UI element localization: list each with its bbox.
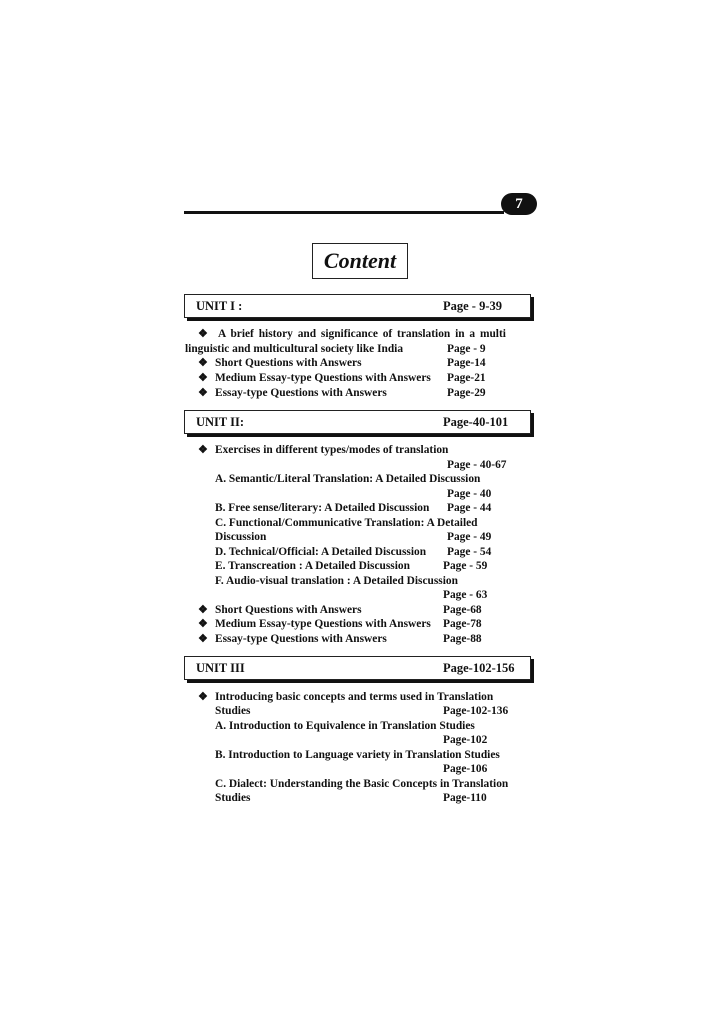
header-rule <box>184 211 504 214</box>
toc-subentry-line: C. Functional/Communicative Translation: A Detailed <box>215 517 478 529</box>
toc-entry-page: Page-68 <box>443 604 482 616</box>
toc-entry-line: Exercises in different types/modes of translation <box>215 444 449 456</box>
unit-3-page: Page-102-156 <box>443 661 515 675</box>
unit-2-header <box>184 410 531 434</box>
toc-entry-line: linguistic and multicultural society like India <box>185 343 404 355</box>
diamond-bullet-icon: ❖ <box>198 372 208 384</box>
toc-entry-page: Page-21 <box>447 372 486 384</box>
unit-2-page: Page-40-101 <box>443 415 509 429</box>
unit-1-header <box>184 294 531 318</box>
toc-entry-line: Introducing basic concepts and terms used in Translation <box>215 691 494 703</box>
toc-subentry-page: Page-102 <box>443 734 488 746</box>
toc-entry-page: Page - 40-67 <box>447 459 507 471</box>
toc-subentry-page: Page - 44 <box>447 502 492 514</box>
toc-subentry-page: Page-110 <box>443 792 487 804</box>
diamond-bullet-icon: ❖ <box>198 357 208 369</box>
toc-entry-line: Studies <box>215 705 251 717</box>
toc-subentry-page: Page - 40 <box>447 488 492 500</box>
toc-entry-line: A brief history and significance of translation in a multi <box>218 328 506 340</box>
toc-entry-page: Page-102-136 <box>443 705 509 717</box>
toc-subentry-page: Page - 63 <box>443 589 488 601</box>
unit-3-title: UNIT III <box>196 661 245 675</box>
unit-3-header <box>184 656 531 680</box>
diamond-bullet-icon: ❖ <box>198 633 208 645</box>
toc-subentry-page: Page - 59 <box>443 560 488 572</box>
toc-subentry-line: Studies <box>215 792 251 804</box>
toc-subentry-line: E. Transcreation : A Detailed Discussion <box>215 560 410 572</box>
toc-subentry-line: Discussion <box>215 531 267 543</box>
toc-subentry-page: Page - 49 <box>447 531 492 543</box>
diamond-bullet-icon: ❖ <box>198 444 208 456</box>
toc-entry-page: Page - 9 <box>447 343 486 355</box>
toc-entry-page: Page-14 <box>447 357 486 369</box>
toc-subentry-line: A. Introduction to Equivalence in Translation Studies <box>215 720 475 732</box>
diamond-bullet-icon: ❖ <box>198 604 208 616</box>
toc-entry-page: Page-29 <box>447 387 486 399</box>
diamond-bullet-icon: ❖ <box>198 691 208 703</box>
toc-entry-page: Page-78 <box>443 618 482 630</box>
toc-entry-line: Essay-type Questions with Answers <box>215 387 387 399</box>
toc-entry-line: Short Questions with Answers <box>215 604 362 616</box>
toc-subentry-line: B. Introduction to Language variety in Translation Studies <box>215 749 500 761</box>
toc-subentry-page: Page - 54 <box>447 546 492 558</box>
toc-entry-line: Medium Essay-type Questions with Answers <box>215 372 431 384</box>
toc-subentry-line: A. Semantic/Literal Translation: A Detailed Discussion <box>215 473 481 485</box>
toc-entry-line: Medium Essay-type Questions with Answers <box>215 618 431 630</box>
unit-1-title: UNIT I : <box>196 299 243 313</box>
page-title: Content <box>312 243 408 279</box>
toc-entry-line: Short Questions with Answers <box>215 357 362 369</box>
diamond-bullet-icon: ❖ <box>198 328 208 340</box>
unit-2-title: UNIT II: <box>196 415 245 429</box>
toc-entry-line: Essay-type Questions with Answers <box>215 633 387 645</box>
toc-subentry-page: Page-106 <box>443 763 488 775</box>
toc-subentry-line: F. Audio-visual translation : A Detailed Discussion <box>215 575 458 587</box>
toc-subentry-line: B. Free sense/literary: A Detailed Discussion <box>215 502 430 514</box>
toc-subentry-line: D. Technical/Official: A Detailed Discussion <box>215 546 427 558</box>
diamond-bullet-icon: ❖ <box>198 618 208 630</box>
toc-entry-page: Page-88 <box>443 633 482 645</box>
unit-1-page: Page - 9-39 <box>443 299 503 313</box>
toc-subentry-line: C. Dialect: Understanding the Basic Concepts in Translation <box>215 778 509 790</box>
page-number-badge: 7 <box>501 193 537 215</box>
diamond-bullet-icon: ❖ <box>198 387 208 399</box>
